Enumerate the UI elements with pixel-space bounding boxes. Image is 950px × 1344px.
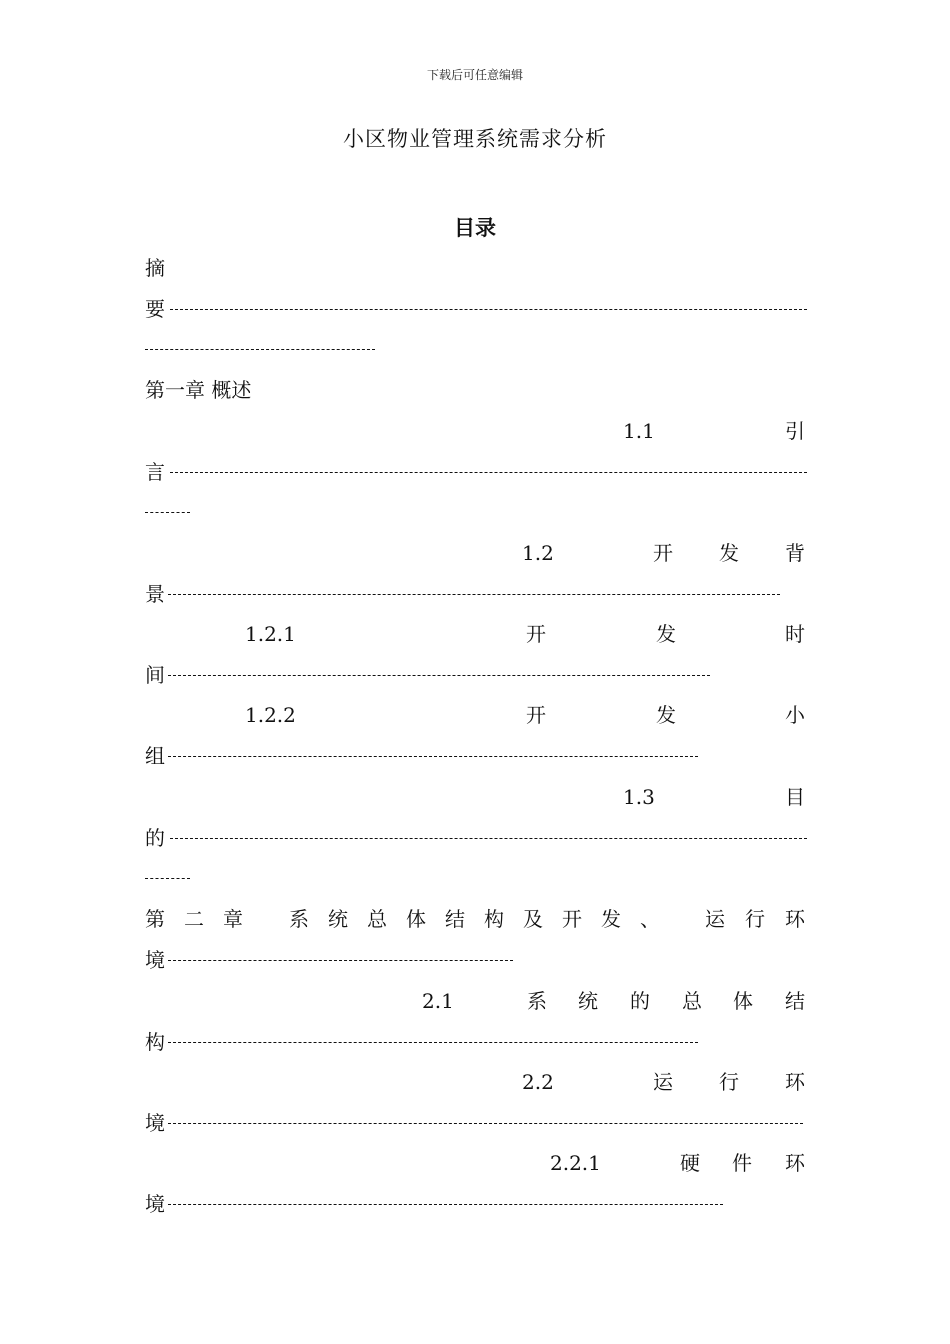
toc-entry-char: 要 (145, 297, 165, 321)
toc-section-number: 1.2 (522, 541, 554, 565)
toc-leader (170, 309, 807, 310)
toc-leader (168, 960, 513, 961)
toc-entry-char: 体 (733, 989, 753, 1013)
toc-chapter-1[interactable]: 第一章 概述 (145, 378, 252, 402)
document-title: 小区物业管理系统需求分析 (343, 127, 607, 151)
toc-entry-char: 总 (367, 907, 387, 931)
toc-section-number: 1.1 (623, 419, 655, 443)
header-note: 下载后可任意编辑 (426, 68, 523, 82)
toc-entry-char: 系 (289, 907, 309, 931)
toc-section-number: 1.3 (623, 785, 655, 809)
toc-entry-char: 运 (653, 1070, 673, 1094)
toc-entry-char: 体 (406, 907, 426, 931)
toc-entry-char: 开 (562, 907, 582, 931)
toc-section-number: 2.1 (422, 989, 454, 1013)
toc-entry-char: 行 (719, 1070, 739, 1094)
toc-entry-char: 构 (484, 907, 504, 931)
toc-entry-char: 小 (785, 703, 805, 727)
toc-entry-char: 环 (785, 1070, 805, 1094)
toc-entry-char: 运 (705, 907, 725, 931)
toc-entry-char: 系 (527, 989, 547, 1013)
toc-entry-char: 的 (630, 989, 650, 1013)
toc-entry-char: 开 (526, 703, 546, 727)
toc-entry-char: 境 (145, 1111, 165, 1135)
toc-entry-char: 、 (640, 907, 660, 931)
toc-leader (168, 1123, 803, 1124)
toc-entry-char: 发 (656, 622, 676, 646)
toc-entry-char: 件 (732, 1151, 752, 1175)
toc-entry-char: 开 (653, 541, 673, 565)
toc-entry-char: 结 (445, 907, 465, 931)
toc-leader (170, 472, 807, 473)
toc-leader (168, 1204, 723, 1205)
toc-entry-char: 景 (145, 582, 165, 606)
toc-section-number: 1.2.2 (245, 703, 296, 727)
toc-entry-char: 间 (145, 663, 165, 687)
toc-section-number: 2.2 (522, 1070, 554, 1094)
toc-section-number: 2.2.1 (550, 1151, 601, 1175)
toc-leader (168, 756, 698, 757)
toc-entry-char: 环 (785, 907, 805, 931)
toc-entry-char: 引 (785, 419, 805, 443)
toc-entry-char: 发 (719, 541, 739, 565)
toc-leader (145, 349, 375, 350)
toc-entry-char: 环 (785, 1151, 805, 1175)
toc-entry-char: 发 (601, 907, 621, 931)
toc-leader (168, 1042, 698, 1043)
toc-entry-char: 发 (656, 703, 676, 727)
toc-entry-char: 统 (578, 989, 598, 1013)
toc-entry-char: 结 (785, 989, 805, 1013)
toc-heading: 目录 (454, 215, 496, 240)
toc-entry-char: 时 (785, 622, 805, 646)
toc-entry-char: 背 (785, 541, 805, 565)
toc-entry-char: 摘 (145, 256, 165, 280)
toc-entry-char: 及 (523, 907, 543, 931)
toc-entry-char: 行 (745, 907, 765, 931)
toc-entry-char: 第 (145, 907, 165, 931)
toc-leader (168, 675, 710, 676)
toc-section-number: 1.2.1 (245, 622, 296, 646)
toc-entry-char: 组 (145, 744, 165, 768)
toc-entry-char: 构 (145, 1030, 165, 1054)
toc-leader (145, 878, 190, 879)
toc-entry-char: 境 (145, 1192, 165, 1216)
toc-leader (170, 838, 807, 839)
toc-entry-char: 统 (328, 907, 348, 931)
toc-entry-char: 开 (526, 622, 546, 646)
toc-entry-char: 章 (223, 907, 243, 931)
toc-leader (168, 594, 780, 595)
toc-leader (145, 512, 190, 513)
toc-entry-char: 二 (184, 907, 204, 931)
toc-entry-char: 硬 (680, 1151, 700, 1175)
toc-entry-char: 境 (145, 948, 165, 972)
toc-entry-char: 言 (145, 460, 165, 484)
toc-entry-char: 的 (145, 826, 165, 850)
toc-entry-char: 总 (682, 989, 702, 1013)
toc-entry-char: 目 (785, 785, 805, 809)
